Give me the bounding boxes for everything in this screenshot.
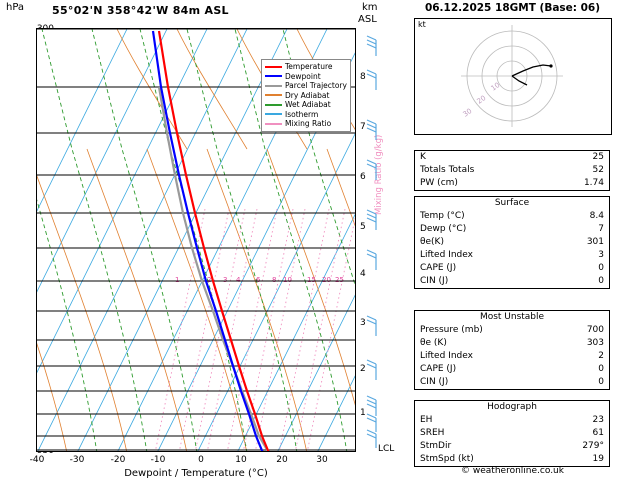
row-label: Lifted Index <box>420 250 473 260</box>
svg-text:30: 30 <box>461 106 474 119</box>
surface-table <box>414 196 610 289</box>
hodograph-table <box>414 400 610 467</box>
svg-text:10: 10 <box>489 80 502 93</box>
row-label: StmSpd (kt) <box>420 454 474 464</box>
table-row <box>415 427 609 440</box>
legend-label: Dewpoint <box>285 71 321 81</box>
row-value: 0 <box>598 377 604 387</box>
svg-text:8: 8 <box>272 276 277 284</box>
mixing-ratio-axis-label: Mixing Ratio (g/kg) <box>374 134 384 215</box>
table-row <box>415 324 609 337</box>
table-row <box>415 275 609 288</box>
row-value: 0 <box>598 263 604 273</box>
row-label: K <box>420 152 426 162</box>
table-row <box>415 177 609 190</box>
row-label: θe (K) <box>420 338 447 348</box>
most-unstable-table <box>414 310 610 390</box>
xtick--10: -10 <box>150 455 166 465</box>
xtick-30: 30 <box>316 455 328 465</box>
table-row <box>415 262 609 275</box>
kmtick-7: 7 <box>360 122 366 132</box>
legend-label: Isotherm <box>285 109 319 119</box>
table-row <box>415 440 609 453</box>
row-value: 61 <box>592 428 604 438</box>
row-label: EH <box>420 415 433 425</box>
legend-item-dewpoint <box>265 72 347 82</box>
row-label: Dewp (°C) <box>420 224 467 234</box>
svg-text:15: 15 <box>307 276 316 284</box>
pressure-axis-unit: hPa <box>6 2 25 13</box>
table-row <box>415 236 609 249</box>
legend-item-dry-adiabat <box>265 91 347 101</box>
lcl-label: LCL <box>378 444 395 454</box>
row-value: 0 <box>598 276 604 286</box>
row-value: 0 <box>598 364 604 374</box>
kmtick-6: 6 <box>360 172 366 182</box>
legend-label: Mixing Ratio <box>285 119 332 128</box>
svg-text:6: 6 <box>256 276 261 284</box>
svg-text:3: 3 <box>223 276 228 284</box>
row-value: 303 <box>586 338 604 348</box>
row-value: 2 <box>598 351 604 361</box>
svg-text:10: 10 <box>283 276 292 284</box>
legend-swatch-icon <box>265 85 282 87</box>
row-label: Temp (°C) <box>420 211 465 221</box>
kmtick-1: 1 <box>360 408 366 418</box>
most-unstable-title: Most Unstable <box>479 312 545 322</box>
row-value: 52 <box>592 165 604 175</box>
svg-text:1: 1 <box>175 276 180 284</box>
row-label: StmDir <box>420 441 452 451</box>
table-row <box>415 164 609 177</box>
legend-swatch-icon <box>265 123 282 125</box>
xtick--20: -20 <box>110 455 126 465</box>
info-panel <box>396 0 629 486</box>
kmtick-8: 8 <box>360 72 366 82</box>
row-label: Pressure (mb) <box>420 325 483 335</box>
table-row <box>415 210 609 223</box>
row-label: θe(K) <box>420 237 444 247</box>
svg-text:20: 20 <box>475 93 488 106</box>
legend-item-mixing-ratio <box>265 119 347 129</box>
row-label: PW (cm) <box>420 178 458 188</box>
row-label: CIN (J) <box>420 377 449 387</box>
svg-text:2: 2 <box>207 276 212 284</box>
xtick-10: 10 <box>235 455 247 465</box>
legend-label: Dry Adiabat <box>285 90 330 100</box>
legend-item-temperature <box>265 62 347 72</box>
table-row <box>415 151 609 164</box>
row-value: 7 <box>598 224 604 234</box>
indices-table <box>414 150 610 191</box>
table-row <box>415 414 609 427</box>
kmtick-3: 3 <box>360 318 366 328</box>
skewt-plot-area <box>36 28 356 452</box>
row-label: CIN (J) <box>420 276 449 286</box>
legend-swatch-icon <box>265 104 282 106</box>
legend-label: Wet Adiabat <box>285 100 331 109</box>
kmtick-5: 5 <box>360 222 366 232</box>
wind-barb-column <box>356 28 394 452</box>
table-row <box>415 453 609 466</box>
table-row <box>415 249 609 262</box>
svg-text:25: 25 <box>335 276 344 284</box>
row-label: Totals Totals <box>420 165 475 175</box>
legend-label: Parcel Trajectory <box>285 81 347 90</box>
xtick--30: -30 <box>69 455 85 465</box>
legend-label: Temperature <box>285 62 333 71</box>
svg-text:20: 20 <box>322 276 331 284</box>
legend-item-parcel <box>265 81 347 91</box>
table-row <box>415 223 609 236</box>
xtick-20: 20 <box>276 455 288 465</box>
row-value: 3 <box>598 250 604 260</box>
row-value: 19 <box>592 454 604 464</box>
xtick--40: -40 <box>29 455 45 465</box>
surface-title: Surface <box>494 198 530 208</box>
row-label: SREH <box>420 428 445 438</box>
row-value: 8.4 <box>589 211 604 221</box>
forecast-datetime: 06.12.2025 18GMT (Base: 06) <box>424 2 601 14</box>
hodograph-unit: kt <box>418 20 426 29</box>
height-axis-ref: ASL <box>358 14 377 25</box>
legend-swatch-icon <box>265 75 282 77</box>
legend-item-wet-adiabat <box>265 100 347 110</box>
row-value: 301 <box>586 237 604 247</box>
legend-swatch-icon <box>265 94 282 96</box>
svg-text:4: 4 <box>236 276 241 284</box>
station-title: 55°02'N 358°42'W 84m ASL <box>52 4 229 17</box>
legend-swatch-icon <box>265 66 282 68</box>
kmtick-4: 4 <box>360 269 366 279</box>
row-value: 23 <box>592 415 604 425</box>
row-value: 1.74 <box>583 178 604 188</box>
table-row <box>415 376 609 389</box>
hodograph-plot <box>414 18 612 135</box>
row-label: CAPE (J) <box>420 263 457 273</box>
row-value: 25 <box>592 152 604 162</box>
row-label: CAPE (J) <box>420 364 457 374</box>
xtick-0: 0 <box>198 455 204 465</box>
table-row <box>415 350 609 363</box>
legend <box>261 59 351 132</box>
kmtick-2: 2 <box>360 364 366 374</box>
legend-item-isotherm <box>265 110 347 120</box>
x-axis-label: Dewpoint / Temperature (°C) <box>124 468 268 479</box>
legend-swatch-icon <box>265 113 282 115</box>
copyright-notice: © weatheronline.co.uk <box>461 466 564 476</box>
height-axis-unit: km <box>362 2 378 13</box>
table-row <box>415 337 609 350</box>
row-value: 279° <box>582 441 604 451</box>
hodograph-title: Hodograph <box>487 402 537 412</box>
row-value: 700 <box>586 325 604 335</box>
row-label: Lifted Index <box>420 351 473 361</box>
table-row <box>415 363 609 376</box>
